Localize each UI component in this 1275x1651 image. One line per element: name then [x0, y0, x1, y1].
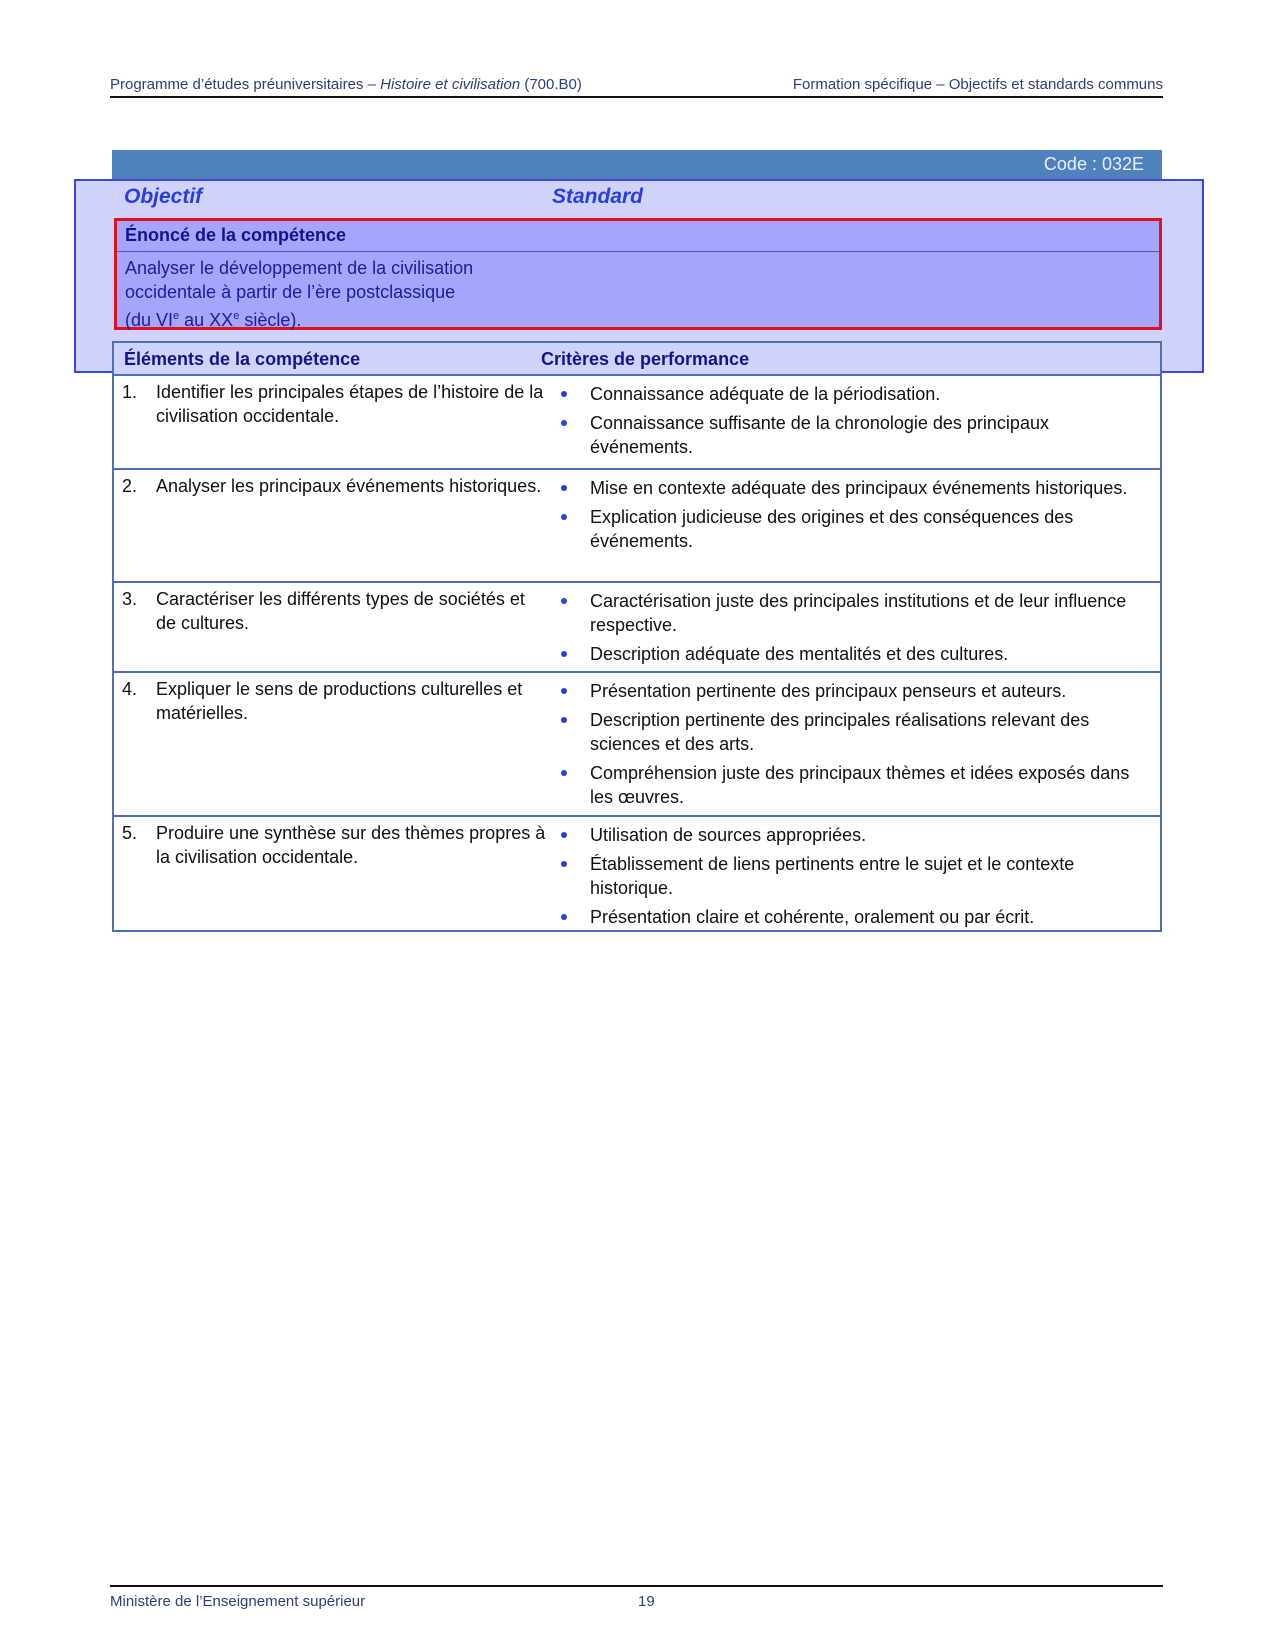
element-text: Expliquer le sens de productions culturelles et matérielles.: [156, 679, 523, 723]
criteria-list: [550, 382, 1150, 464]
header-program-title: Histoire et civilisation: [380, 76, 521, 93]
table-row: [114, 673, 1160, 817]
element-number: 3.: [122, 589, 138, 609]
table-row: [114, 376, 1160, 470]
header-section: Formation spécifique – Objectifs et standards communs: [792, 76, 1163, 93]
table-row: [114, 583, 1160, 673]
bullet-icon: [561, 514, 567, 520]
footer-ministry: Ministère de l’Enseignement supérieur: [110, 1593, 366, 1610]
competency-code: Code : 032E: [1043, 154, 1144, 174]
criteria-item: Mise en contexte adéquate des principaux événements historiques.: [550, 476, 1150, 500]
competency-statement-text: [125, 256, 545, 332]
column-header-elements: Éléments de la compétence: [124, 349, 361, 369]
criteria-item: Établissement de liens pertinents entre le sujet et le contexte historique.: [550, 852, 1150, 900]
criteria-list: [550, 589, 1150, 671]
divider: [117, 251, 1159, 252]
page-footer: [110, 1585, 1163, 1610]
criteria-item: Connaissance adéquate de la périodisation.: [550, 382, 1150, 406]
bullet-icon: [561, 651, 567, 657]
bullet-icon: [561, 717, 567, 723]
table-row: [114, 470, 1160, 583]
bullet-icon: [561, 770, 567, 776]
element-text: Identifier les principales étapes de l’histoire de la civilisation occidentale.: [156, 382, 544, 426]
bullet-icon: [561, 914, 567, 920]
criteria-item: Caractérisation juste des principales institutions et de leur influence respective.: [550, 589, 1150, 637]
element-text: Produire une synthèse sur des thèmes propres à la civilisation occidentale.: [156, 823, 546, 867]
header-prefix: Programme d’études préuniversitaires –: [110, 76, 381, 93]
element-text: Caractériser les différents types de sociétés et de cultures.: [156, 589, 525, 633]
criteria-item: Description adéquate des mentalités et des cultures.: [550, 642, 1150, 666]
competency-table: [112, 341, 1162, 932]
objective-label: Objectif: [124, 185, 203, 208]
criteria-item: Description pertinente des principales réalisations relevant des sciences et des arts.: [550, 708, 1150, 756]
statement-line: Analyser le développement de la civilisation: [125, 258, 474, 278]
header-program-code: (700.B0): [520, 76, 582, 93]
bullet-icon: [561, 832, 567, 838]
statement-line: (du VIe au XXe siècle).: [125, 310, 302, 330]
standard-label: Standard: [552, 185, 644, 208]
statement-line: occidentale à partir de l’ère postclassique: [125, 282, 456, 302]
bullet-icon: [561, 391, 567, 397]
page-number: 19: [638, 1593, 655, 1610]
bullet-icon: [561, 598, 567, 604]
criteria-list: [550, 476, 1150, 558]
table-row: [114, 817, 1160, 932]
criteria-list: [550, 823, 1150, 934]
criteria-item: Compréhension juste des principaux thèmes et idées exposés dans les œuvres.: [550, 761, 1150, 809]
element-number: 4.: [122, 679, 138, 699]
element-number: 2.: [122, 476, 138, 496]
criteria-item: Utilisation de sources appropriées.: [550, 823, 1150, 847]
competency-statement-title: Énoncé de la compétence: [125, 225, 347, 245]
page-header: [110, 76, 1163, 98]
header-program: [110, 76, 582, 93]
table-header-row: [114, 343, 1160, 376]
bullet-icon: [561, 861, 567, 867]
element-text: Analyser les principaux événements historiques.: [156, 476, 542, 496]
column-header-criteria: Critères de performance: [541, 349, 750, 369]
bullet-icon: [561, 420, 567, 426]
element-number: 1.: [122, 382, 138, 402]
criteria-list: [550, 679, 1150, 814]
element-number: 5.: [122, 823, 138, 843]
criteria-item: Présentation pertinente des principaux penseurs et auteurs.: [550, 679, 1150, 703]
criteria-item: Connaissance suffisante de la chronologie des principaux événements.: [550, 411, 1150, 459]
competency-statement-box: [114, 218, 1162, 330]
criteria-item: Présentation claire et cohérente, oralement ou par écrit.: [550, 905, 1150, 929]
criteria-item: Explication judicieuse des origines et des conséquences des événements.: [550, 505, 1150, 553]
bullet-icon: [561, 688, 567, 694]
bullet-icon: [561, 485, 567, 491]
code-bar: [112, 150, 1162, 179]
